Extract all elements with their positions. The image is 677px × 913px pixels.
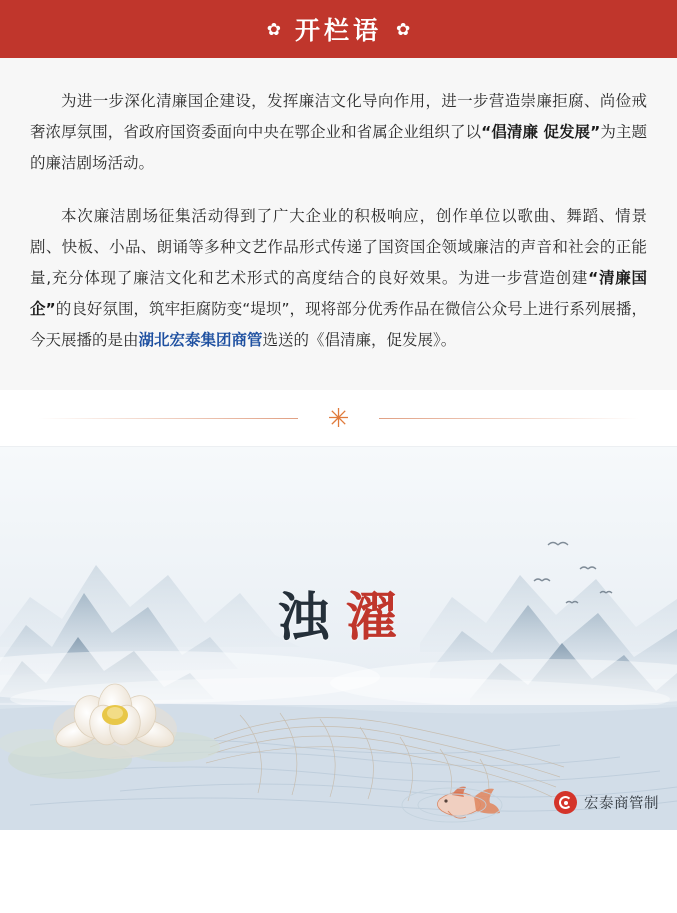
paragraph1-text-part1: 为进一步深化清廉国企建设，发挥廉洁文化导向作用，进一步营造崇廉拒腐、尚俭戒奢浓厚氛围，省政府国资委面向中央在鄂企业和省属企业组织了以 (30, 92, 647, 141)
header-banner (0, 0, 677, 58)
divider-line-left (38, 418, 298, 419)
artwork-title (277, 575, 399, 650)
star-ornament-icon: ✳ (327, 403, 350, 433)
brand-logo (554, 791, 659, 814)
banner-content (267, 11, 411, 47)
paragraph2-text-part1: 本次廉洁剧场征集活动得到了广大企业的积极响应，创作单位以歌曲、舞蹈、情景剧、快板、小品、朗诵等多种文艺作品形式传递了国资国企领域廉洁的声音和社会的正能量,充分体现了廉洁文化和艺术形式的高度结合的良好效果。为进一步营造创建 (30, 207, 647, 287)
artwork-image (0, 446, 677, 830)
intro-paragraph-1 (30, 86, 647, 179)
artwork-title-char-1: 浊 (277, 587, 332, 648)
intro-section (0, 58, 677, 390)
brand-logo-label: 宏泰商管制 (584, 796, 659, 812)
flower-ornament-left-icon: ✿ (266, 19, 281, 39)
flower-ornament-right-icon: ✿ (396, 19, 411, 39)
hongtai-logo-icon (554, 791, 577, 814)
paragraph2-text-part2: 的良好氛围，筑牢拒腐防变“堤坝”，现将部分优秀作品在微信公众号上进行系列展播，今天展播的是由 (30, 300, 647, 349)
artwork-title-char-2: 濯 (345, 587, 400, 648)
paragraph2-text-part3: 选送的《倡清廉，促发展》。 (262, 331, 457, 349)
section-divider (0, 390, 677, 446)
paragraph2-highlight-1: “清廉国企” (30, 269, 648, 318)
paragraph1-highlight: “倡清廉 促发展” (481, 123, 601, 141)
banner-title: 开栏语 (294, 17, 382, 45)
intro-paragraph-2 (30, 201, 647, 356)
divider-line-right (379, 418, 639, 419)
paragraph2-highlight-2: 湖北宏泰集团商管 (138, 331, 263, 349)
paragraph1-text-part2: 为主题的廉洁剧场活动。 (30, 123, 647, 172)
